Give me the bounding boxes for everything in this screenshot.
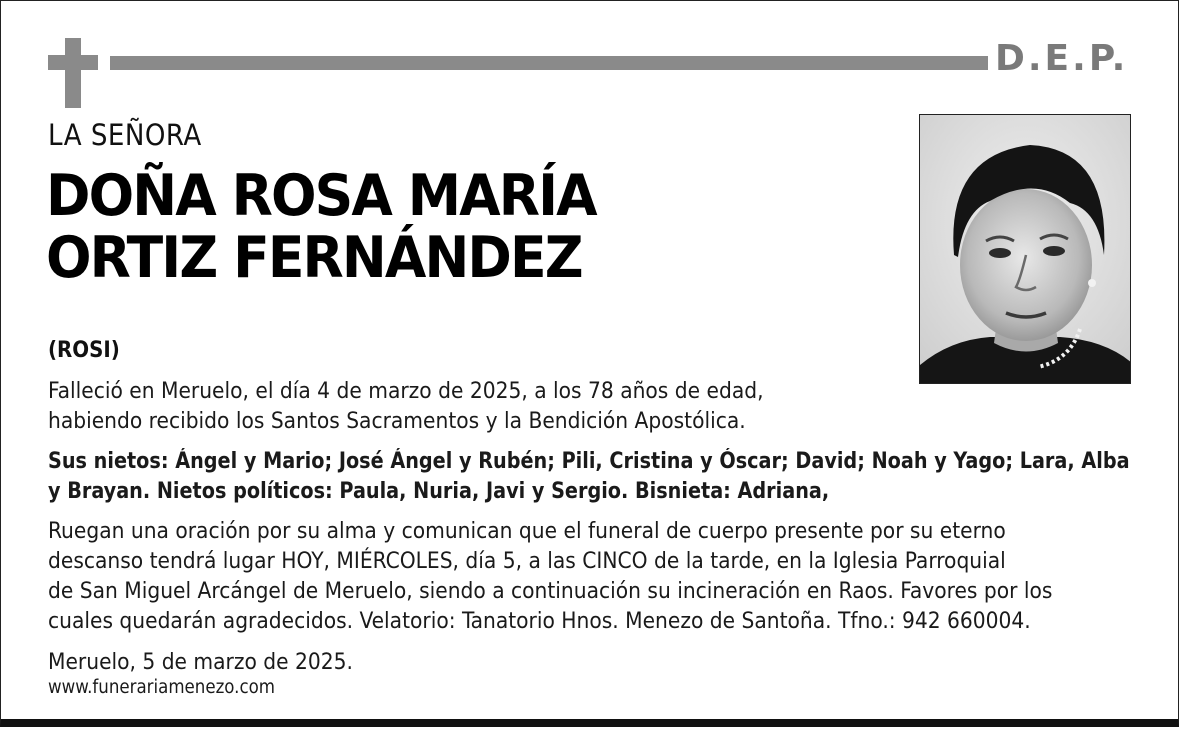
funeral-line-4: cuales quedarán agradecidos. Velatorio: Tanatorio Hnos. Menezo de Santoña. Tfno.: 942 660004. — [48, 608, 1031, 634]
death-notice — [48, 376, 764, 436]
header-rule — [110, 56, 988, 70]
portrait-photo — [919, 114, 1131, 384]
funeral-line-1: Ruegan una oración por su alma y comunican que el funeral de cuerpo presente por su eterno — [48, 518, 1006, 544]
funeral-details — [48, 516, 1052, 636]
name-line-1: DOÑA ROSA MARÍA — [46, 163, 596, 229]
death-notice-line-2: habiendo recibido los Santos Sacramentos y la Bendición Apostólica. — [48, 408, 746, 434]
family-line-2: y Brayan. Nietos políticos: Paula, Nuria, Javi y Sergio. Bisnieta: Adriana, — [48, 479, 830, 504]
website-link[interactable]: www.funerariamenezo.com — [48, 677, 275, 698]
death-notice-line-1: Falleció en Meruelo, el día 4 de marzo de 2025, a los 78 años de edad, — [48, 378, 764, 404]
deceased-name — [46, 165, 596, 289]
intro-label: LA SEÑORA — [48, 118, 202, 152]
family-list — [48, 447, 1130, 507]
family-line-1: Sus nietos: Ángel y Mario; José Ángel y Rubén; Pili, Cristina y Óscar; David; Noah y Yago; Lara, Alba — [48, 449, 1130, 474]
funeral-line-2: descanso tendrá lugar HOY, MIÉRCOLES, día 5, a las CINCO de la tarde, en la Iglesia Parroquial — [48, 548, 1006, 574]
nickname: (ROSI) — [48, 338, 120, 363]
dep-label: D.E.P. — [995, 38, 1129, 79]
cross-icon — [48, 38, 98, 108]
name-line-2: ORTIZ FERNÁNDEZ — [46, 225, 582, 291]
funeral-line-3: de San Miguel Arcángel de Meruelo, siendo a continuación su incineración en Raos. Favores por los — [48, 578, 1053, 604]
place-date: Meruelo, 5 de marzo de 2025. — [48, 649, 353, 675]
